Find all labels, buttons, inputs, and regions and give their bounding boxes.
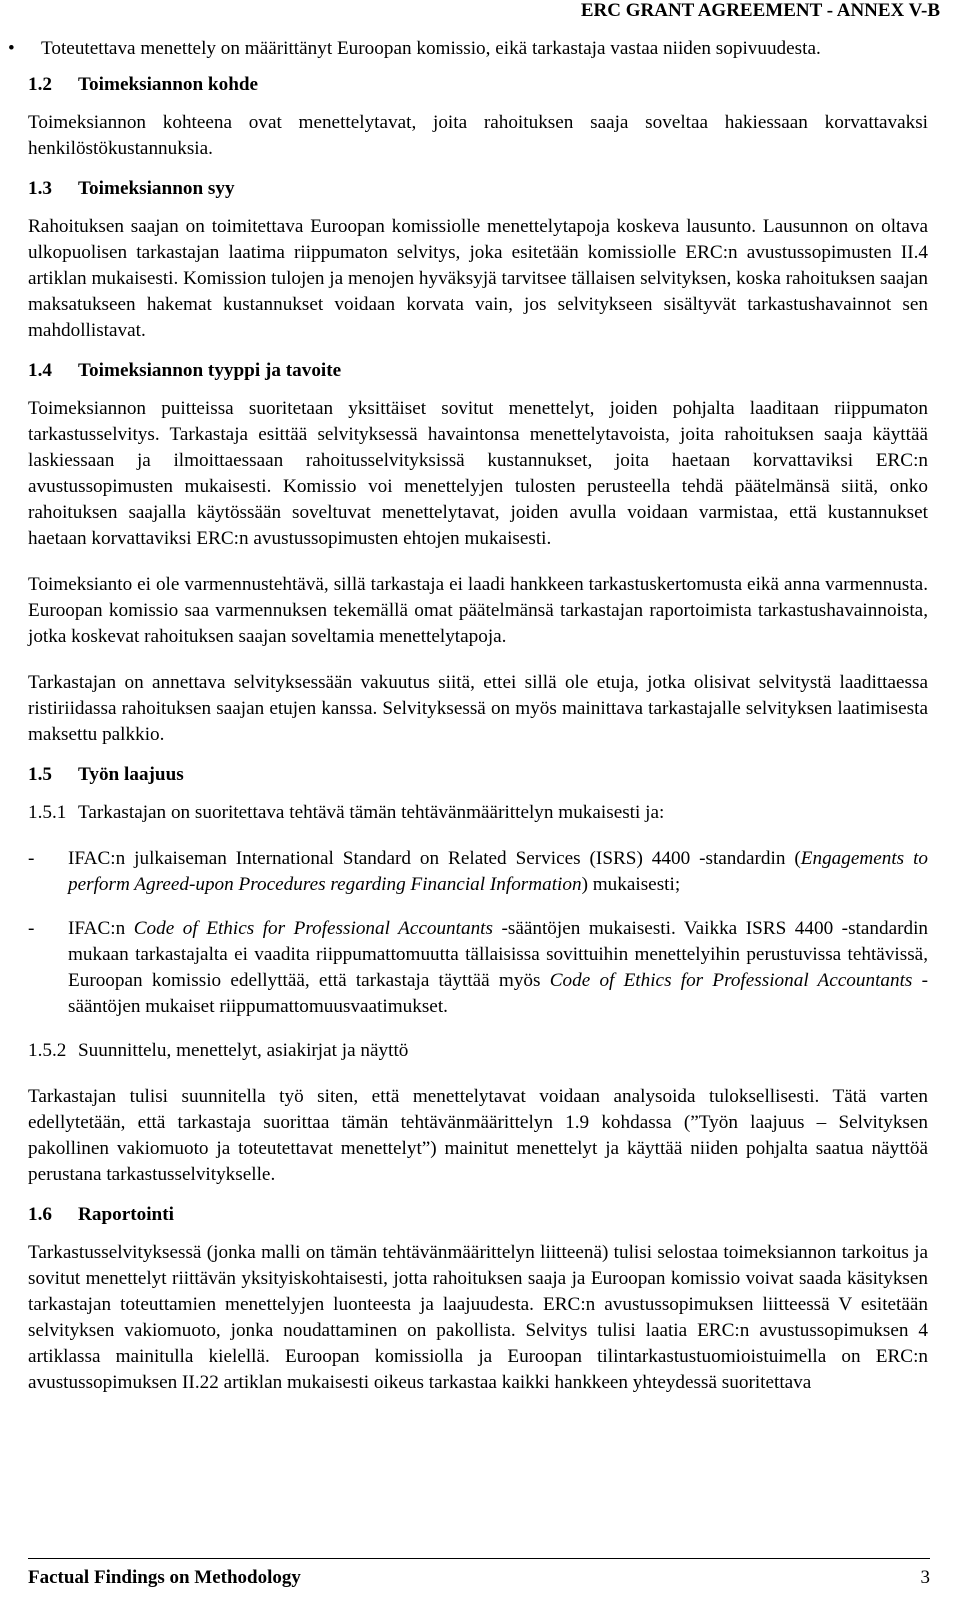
page-footer (28, 1558, 930, 1589)
page-header: ERC GRANT AGREEMENT - ANNEX V-B (580, 0, 940, 21)
section-1-3-paragraph: Rahoituksen saajan on toimitettava Euroopan komissiolle menettelytapoja koskeva lausunto. Lausunnon on oltava ulkopuolisen tarkastajan laatima riippumaton selvitys, joka esitetään komissiolle ERC:n avustussopimusten II.4 artiklan mukaisesti. Komission tulojen ja menojen hyväksyjä tarvitsee tällaisen selvityksen, koska rahoituksen saajan maksatukseen hakemat kustannukset voidaan korvata vain, jos selvitykseen sisältyvät tarkastushavainnot sen mahdollistavat. (28, 216, 928, 341)
document-body (8, 36, 929, 1410)
section-number: 1.5.1 (28, 802, 67, 823)
section-number: 1.5.2 (28, 1040, 67, 1061)
section-1-4-paragraph-3: Tarkastajan on annettava selvityksessään vakuutus siitä, ettei sillä ole etuja, jotka olisivat selvitystä laadittaessa ristiriidassa rahoituksen saajan etujen kanssa. Selvityksessä on myös mainittava tarkastajalle selvityksen laatimisesta maksettu palkkio. (28, 672, 928, 745)
section-title: Työn laajuus (78, 764, 184, 785)
section-number: 1.5 (28, 764, 52, 785)
list-item-text-middle: -sääntöjen mukaisesti. Vaikka ISRS 4400 -standardin mukaan tarkastajalta ei vaadita riippumattomuutta tällaisissa sovittuihin menettelyihin perustuvissa tehtävissä, Euroopan komissio edellyttää, että tarkastaja täyttää myös (68, 918, 929, 991)
list-item-code-of-ethics (28, 916, 928, 1020)
list-item-isrs (28, 846, 928, 898)
section-1-2-heading (28, 72, 928, 98)
section-1-5-2-heading (28, 1038, 928, 1064)
section-1-5-1-heading (28, 800, 928, 826)
section-1-5-heading (28, 762, 928, 788)
page-number: 3 (920, 1567, 930, 1588)
section-number: 1.2 (28, 74, 52, 95)
section-1-4-paragraph-2: Toimeksianto ei ole varmennustehtävä, sillä tarkastaja ei laadi hankkeen tarkastuskertomusta eikä anna varmennusta. Euroopan komissio saa varmennuksen tekemällä omat päätelmänsä tarkastajan raportoimista tarkastushavainnoista, jotka koskevat rahoituksen saajan soveltamia menettelytapoja. (28, 574, 928, 647)
list-item-italic: Code of Ethics for Professional Accountants (133, 918, 493, 939)
footer-title: Factual Findings on Methodology (28, 1567, 301, 1588)
bullet-icon: • (8, 38, 15, 59)
list-item-text-end: -sääntöjen mukaiset riippumattomuusvaatimukset. (68, 970, 928, 1017)
section-1-5-2-paragraph: Tarkastajan tulisi suunnitella työ siten, että menettelytavat voidaan analysoida tuloksellisesti. Tätä varten edellytetään, että tarkastaja suorittaa tämän tehtävänmäärittelyn 1.9 kohdassa (”Työn laajuus – Selvityksen pakollinen vakiomuoto ja toteutettavat menettelyt”) mainitut menettelyt ja käyttää niiden pohjalta saatua näyttöä perustana tarkastusselvitykselle. (28, 1086, 928, 1185)
section-title: Suunnittelu, menettelyt, asiakirjat ja näyttö (78, 1040, 409, 1061)
dash-marker: - (28, 848, 35, 869)
section-number: 1.3 (28, 178, 52, 199)
list-item-italic-2: Code of Ethics for Professional Accountants (549, 970, 913, 991)
section-1-6-paragraph: Tarkastusselvityksessä (jonka malli on tämän tehtävänmäärittelyn liitteenä) tulisi selostaa toimeksiannon tarkoitus ja sovitut menettelyt riittävän yksityiskohtaisesti, jotta rahoituksen saaja ja Euroopan komissio voivat saada käsityksen tarkastajan toteuttamien menettelyjen luonteesta ja laajuudesta. ERC:n avustussopimuksen liitteessä V esitetään selvityksen vakiomuoto, jonka noudattaminen on pakollista. Selvitys tulisi laatia ERC:n avustussopimuksen 4 artiklassa mainitulla kielellä. Euroopan komissiolla ja Euroopan tilintarkastustuomioistuimella on ERC:n avustussopimuksen II.22 artiklan mukaisesti oikeus tarkastaa kaikki hankkeen yhteydessä suoritettava (28, 1242, 928, 1393)
section-number: 1.6 (28, 1204, 52, 1225)
bullet-text: Toteutettava menettely on määrittänyt Euroopan komissio, eikä tarkastaja vastaa niiden sopivuudesta. (41, 38, 821, 59)
section-title: Raportointi (78, 1204, 174, 1225)
list-item-text-end: ) mukaisesti; (581, 874, 681, 895)
bullet-item (8, 36, 928, 62)
dash-marker: - (28, 918, 35, 939)
section-1-4-paragraph-1: Toimeksiannon puitteissa suoritetaan yksittäiset sovitut menettelyt, joiden pohjalta laaditaan riippumaton tarkastusselvitys. Tarkastaja esittää selvityksessä havaintonsa menettelytavoista, joita rahoituksen saaja käyttää laskiessaan ja ilmoittaessaan rahoitusselvityksissä kustannukset, joita haetaan korvattaviksi ERC:n avustussopimusten mukaisesti. Komissio voi menettelyjen tulosten perusteella tehdä päätelmänsä siitä, onko rahoituksen saajalla käytössään soveltuvat menettelytavat, joiden avulla voidaan varmistaa, että kustannukset haetaan korvattaviksi ERC:n avustussopimusten ehtojen mukaisesti. (28, 398, 928, 549)
list-item-italic: Engagements to perform Agreed-upon Procedures regarding Financial Information (68, 848, 928, 895)
section-1-4-heading (28, 358, 928, 384)
section-1-3-heading (28, 176, 928, 202)
section-title: Toimeksiannon tyyppi ja tavoite (78, 360, 342, 381)
section-1-6-heading (28, 1202, 928, 1228)
list-item-text: IFAC:n (68, 918, 134, 939)
section-title: Toimeksiannon kohde (78, 74, 259, 95)
list-item-text: IFAC:n julkaiseman International Standard on Related Services (ISRS) 4400 -standardin ( (68, 848, 801, 869)
section-1-2-paragraph: Toimeksiannon kohteena ovat menettelytavat, joita rahoituksen saaja soveltaa hakiessaan korvattavaksi henkilöstökustannuksia. (28, 112, 928, 159)
section-title: Toimeksiannon syy (78, 178, 235, 199)
section-title: Tarkastajan on suoritettava tehtävä tämän tehtävänmäärittelyn mukaisesti ja: (78, 802, 665, 823)
section-number: 1.4 (28, 360, 52, 381)
